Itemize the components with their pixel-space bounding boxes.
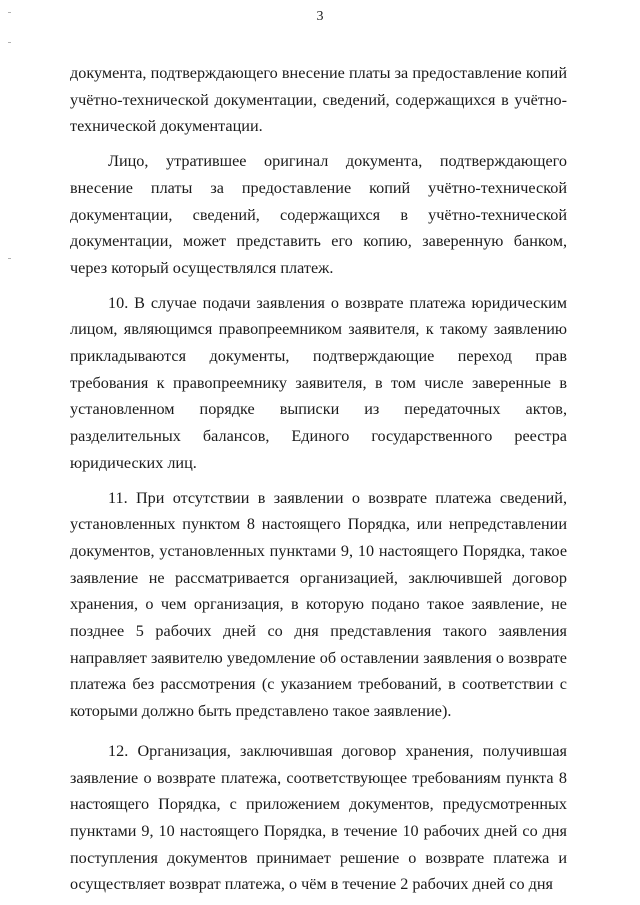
- paragraph-item-11: 11. При отсутствии в заявлении о возврате платежа сведений, установленных пунктом 8 настоящего Порядка, или непредставлении документов, установленных пунктами 9, 10 настоящего Порядка, такое заявление не рассматривается организацией, заключившей договор хранения, о чем организация, в которую подано такое заявление, не позднее 5 рабочих дней со дня представления такого заявления направляет заявителю уведомление об оставлении заявления о возврате платежа без рассмотрения (с указанием требований, в соответствии с которыми должно быть представлено такое заявление).: [70, 488, 567, 721]
- paragraph-continuation: документа, подтверждающего внесение платы за предоставление копий учётно-технической документации, сведений, содержащихся в учётно-технической документации.: [70, 64, 567, 136]
- scan-margin-mark: [8, 258, 11, 259]
- page-number: 3: [316, 9, 324, 24]
- scan-margin-mark: [8, 42, 11, 43]
- document-body: [70, 60, 567, 898]
- paragraph-item-12: 12. Организация, заключившая договор хранения, получившая заявление о возврате платежа, соответствующее требованиям пункта 8 настоящего Порядка, с приложением документов, предусмотренных пунктами 9, 10 настоящего Порядка, в течение 10 рабочих дней со дня поступления документов принимает решение о возврате платежа и осуществляет возврат платежа, о чём в течение 2 рабочих дней со дня: [70, 741, 567, 894]
- paragraph-item-10: 10. В случае подачи заявления о возврате платежа юридическим лицом, являющимся правопреемником заявителя, к такому заявлению прикладываются документы, подтверждающие переход прав требования к правопреемнику заявителя, в том числе заверенные в установленном порядке выписки из передаточных актов, разделительных балансов, Единого государственного реестра юридических лиц.: [70, 293, 567, 472]
- paragraph-lost-original: Лицо, утратившее оригинал документа, подтверждающего внесение платы за предоставление копий учётно-технической документации, сведений, содержащихся в учётно-технической документации, может представить его копию, заверенную банком, через который осуществлялся платеж.: [70, 152, 567, 277]
